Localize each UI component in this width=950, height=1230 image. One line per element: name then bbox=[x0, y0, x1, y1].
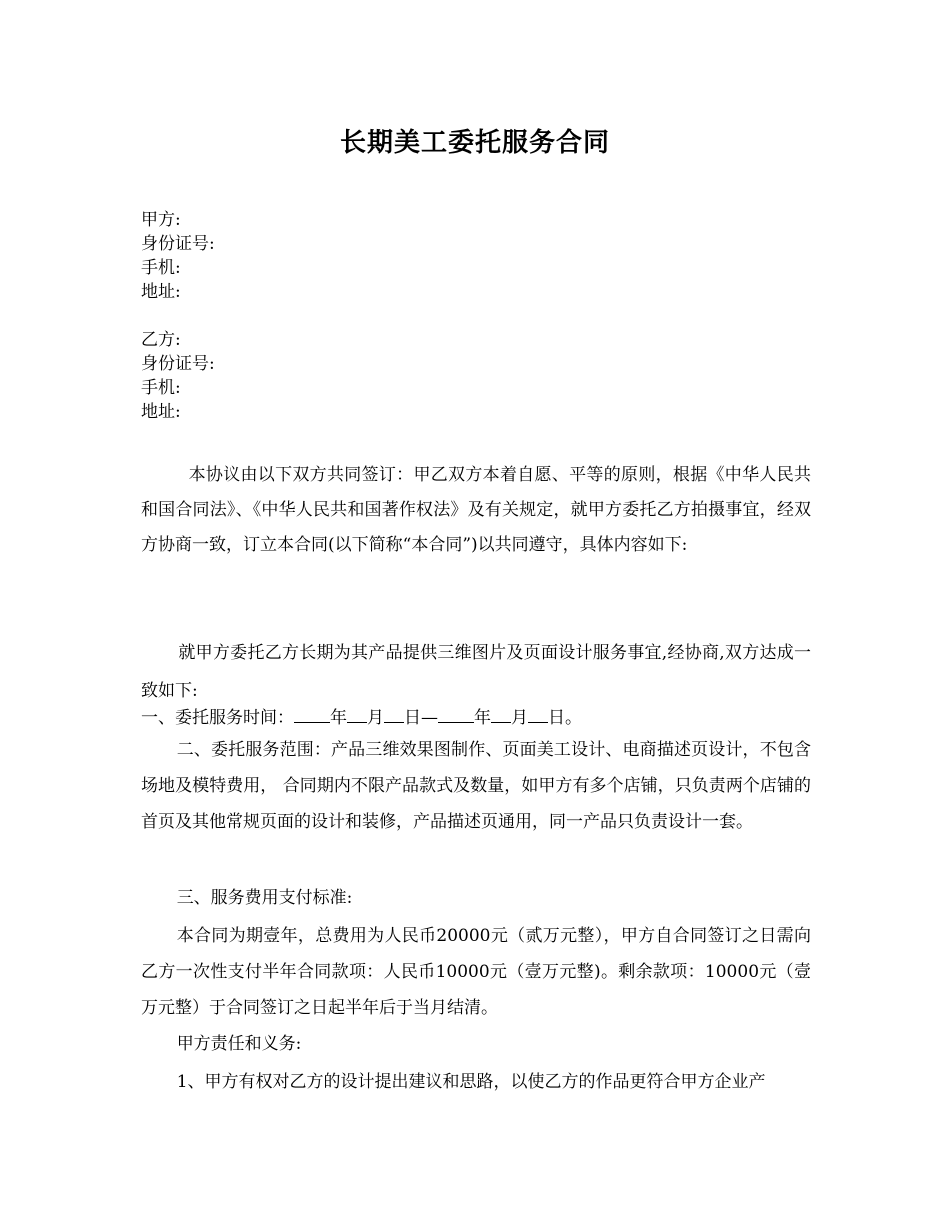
agreement-paragraph: 就甲方委托乙方长期为其产品提供三维图片及页面设计服务事宜,经协商,双方达成一致如下: bbox=[141, 643, 811, 701]
start-day-blank bbox=[384, 722, 404, 723]
end-year-blank bbox=[438, 722, 474, 723]
end-month-blank bbox=[491, 722, 511, 723]
end-month-unit: 月 bbox=[511, 708, 528, 728]
party-b-id-label: 身份证号: bbox=[141, 354, 215, 374]
service-scope-paragraph: 二、委托服务范围：产品三维效果图制作、页面美工设计、电商描述页设计，不包含场地及模特费用， 合同期内不限产品款式及数量，如甲方有多个店铺，只负责两个店铺的首页及其他常规页面的设计和装修，产品描述页通用，同一产品只负责设计一套。 bbox=[141, 740, 811, 832]
fee-heading: 三、服务费用支付标准: bbox=[176, 888, 353, 908]
end-day-unit: 日。 bbox=[548, 708, 582, 728]
start-year-blank bbox=[294, 722, 330, 723]
start-year-unit: 年 bbox=[330, 708, 347, 728]
intro-paragraph: 本协议由以下双方共同签订：甲乙双方本着自愿、平等的原则，根据《中华人民共和国合同法》、《中华人民共和国著作权法》及有关规定，就甲方委托乙方拍摄事宜，经双方协商一致，订立本合同(以下简称“本合同”)以共同遵守，具体内容如下: bbox=[141, 465, 811, 555]
fee-paragraph: 本合同为期壹年，总费用为人民币20000元（贰万元整），甲方自合同签订之日需向乙方一次性支付半年合同款项：人民币10000元（壹万元整)。剩余款项：10000元（壹万元整）于合同签订之日起半年后于当月结清。 bbox=[141, 926, 811, 1018]
party-a-name-label: 甲方: bbox=[141, 210, 181, 230]
party-a-address-label: 地址: bbox=[141, 282, 181, 302]
service-term-label: 一、委托服务时间： bbox=[141, 708, 294, 728]
start-month-blank bbox=[347, 722, 367, 723]
party-b-address-label: 地址: bbox=[141, 402, 181, 422]
party-a-id-label: 身份证号: bbox=[141, 234, 215, 254]
end-day-blank bbox=[528, 722, 548, 723]
party-a-duties-heading: 甲方责任和义务: bbox=[176, 1034, 302, 1054]
party-b-name-label: 乙方: bbox=[141, 330, 181, 350]
duty-item-1: 1、甲方有权对乙方的设计提出建议和思路，以使乙方的作品更符合甲方企业产 bbox=[176, 1072, 766, 1092]
party-b-block bbox=[141, 328, 215, 424]
party-a-block bbox=[141, 208, 215, 304]
start-day-unit: 日— bbox=[404, 708, 438, 728]
start-month-unit: 月 bbox=[367, 708, 384, 728]
party-a-phone-label: 手机: bbox=[141, 258, 181, 278]
party-b-phone-label: 手机: bbox=[141, 378, 181, 398]
service-term-line bbox=[141, 706, 811, 730]
page-title: 长期美工委托服务合同 bbox=[339, 128, 610, 158]
end-year-unit: 年 bbox=[474, 708, 491, 728]
